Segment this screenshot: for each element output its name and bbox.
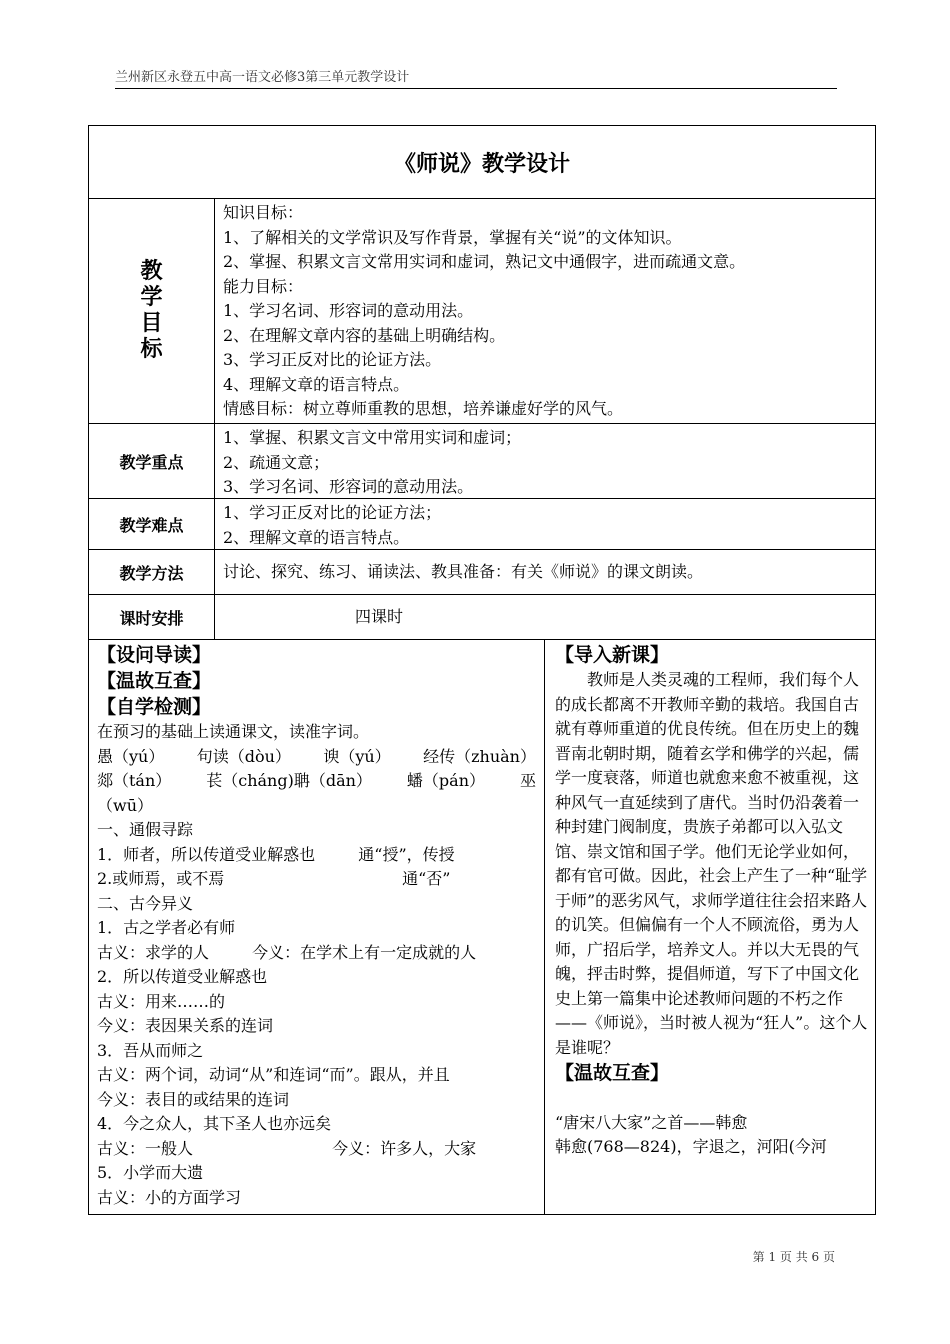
focus-line: 2、疏通文意； bbox=[223, 452, 330, 472]
pronunciation-item: 蟠（pán） bbox=[406, 771, 485, 790]
author-bio: 韩愈(768—824)，字退之，河阳(今河 bbox=[555, 1137, 827, 1156]
objective-line: 能力目标： bbox=[223, 276, 304, 296]
section-heading: 【导入新课】 bbox=[555, 644, 670, 666]
schedule-text: 四课时 bbox=[355, 606, 404, 626]
schedule-label: 课时安排 bbox=[89, 595, 215, 640]
intro-text: 在预习的基础上读通课文，读准字词。 bbox=[97, 722, 370, 741]
subsection-title: 一、通假寻踪 bbox=[97, 820, 194, 839]
objective-line: 知识目标： bbox=[223, 203, 304, 222]
objective-line: 1、了解相关的文学常识及写作背景，掌握有关“说”的文体知识。 bbox=[223, 227, 682, 247]
focus-content bbox=[215, 424, 876, 499]
page-header: 兰州新区永登五中高一语文必修3第三单元教学设计 bbox=[115, 66, 837, 89]
difficulty-label: 教学难点 bbox=[89, 499, 215, 550]
pronunciation-row bbox=[97, 769, 536, 794]
schedule-content bbox=[215, 595, 876, 640]
method-label: 教学方法 bbox=[89, 550, 215, 595]
pronunciation-item: 巫 bbox=[519, 771, 536, 790]
objectives-label: 教学目标 bbox=[140, 259, 163, 362]
objective-line: 4、理解文章的语言特点。 bbox=[223, 374, 410, 394]
item-row bbox=[97, 1137, 536, 1162]
item-text: 5．小学而大遗 bbox=[97, 1163, 204, 1182]
right-intro-column bbox=[545, 640, 876, 1215]
objective-line: 2、掌握、积累文言文常用实词和虚词，熟记文中通假字，进而疏通文意。 bbox=[223, 252, 746, 271]
lesson-title: 《师说》教学设计 bbox=[89, 126, 876, 199]
author-subtitle: “唐宋八大家”之首——韩愈 bbox=[555, 1112, 748, 1132]
focus-line: 3、学习名词、形容词的意动用法。 bbox=[223, 477, 474, 496]
lesson-plan-table bbox=[88, 125, 876, 1215]
objective-line: 情感目标：树立尊师重教的思想，培养谦虚好学的风气。 bbox=[223, 399, 624, 418]
intro-paragraph: 教师是人类灵魂的工程师，我们每个人的成长都离不开教师辛勤的栽培。我国自古就有尊师重道的优良传统。但在历史上的魏晋南北朝时期，随着玄学和佛学的兴起，儒学一度衰落，师道也就愈来愈不被重视，这种风气一直延续到了唐代。当时仍沿袭着一种封建门阀制度，贵族子弟都可以入弘文馆、崇文馆和国子学。他们无论学业如何，都有官可做。因此，社会上产生了一种“耻学于师”的恶劣风气，求师学道往往会招来路人的讥笑。但偏偏有一个人不顾流俗，勇为人师，广招后学，培养文人。并以大无畏的气魄，抨击时弊，提倡师道，写下了中国文化史上第一篇集中论述教师问题的不朽之作——《师说》，当时被人视为“狂人”。这个人是谁呢？ bbox=[555, 670, 868, 1057]
modern-meaning: 今义：表目的或结果的连词 bbox=[97, 1089, 290, 1109]
item-text: 1．古之学者必有师 bbox=[97, 918, 236, 937]
ancient-meaning: 古义：求学的人 bbox=[97, 942, 210, 962]
item-row bbox=[97, 867, 536, 892]
objective-line: 2、在理解文章内容的基础上明确结构。 bbox=[223, 325, 506, 345]
item-note: 通“否” bbox=[402, 869, 451, 888]
section-heading: 【温故互查】 bbox=[97, 670, 212, 692]
ancient-meaning: 古义：用来……的 bbox=[97, 991, 226, 1011]
section-heading: 【设问导读】 bbox=[97, 644, 212, 666]
item-text: 2．所以传道受业解惑也 bbox=[97, 967, 268, 986]
item-row bbox=[97, 941, 536, 966]
pronunciation-item: 愚（yú） bbox=[97, 746, 165, 766]
item-note: 通“授”，传授 bbox=[358, 844, 455, 864]
difficulty-line: 2、理解文章的语言特点。 bbox=[223, 527, 410, 547]
modern-meaning: 今义：许多人，大家 bbox=[332, 1138, 477, 1158]
item-text: 3．吾从而师之 bbox=[97, 1040, 204, 1060]
item-text: 2.或师焉，或不焉 bbox=[97, 869, 225, 888]
pronunciation-row bbox=[97, 745, 536, 770]
difficulty-line: 1、学习正反对比的论证方法； bbox=[223, 503, 442, 522]
section-heading: 【自学检测】 bbox=[97, 696, 212, 718]
method-content bbox=[215, 550, 876, 595]
objective-line: 3、学习正反对比的论证方法。 bbox=[223, 350, 442, 369]
pronunciation-item: 苌（cháng)聃（dān） bbox=[206, 771, 372, 790]
ancient-meaning: 古义：小的方面学习 bbox=[97, 1187, 242, 1207]
focus-line: 1、掌握、积累文言文中常用实词和虚词； bbox=[223, 428, 522, 447]
pronunciation-cont: （wū） bbox=[97, 795, 154, 815]
focus-label: 教学重点 bbox=[89, 424, 215, 499]
left-study-column bbox=[89, 640, 545, 1215]
page-footer: 第 1 页 共 6 页 bbox=[752, 1250, 835, 1264]
section-heading: 【温故互查】 bbox=[555, 1062, 670, 1084]
objectives-content bbox=[215, 199, 876, 424]
difficulty-content bbox=[215, 499, 876, 550]
pronunciation-item: 经传（zhuàn） bbox=[423, 746, 536, 766]
ancient-meaning: 古义：两个词，动词“从”和连词“而”。跟从，并且 bbox=[97, 1065, 450, 1084]
pronunciation-item: 谀（yú） bbox=[323, 746, 391, 766]
objective-line: 1、学习名词、形容词的意动用法。 bbox=[223, 301, 474, 320]
ancient-meaning: 古义：一般人 bbox=[97, 1138, 194, 1158]
modern-meaning: 今义：表因果关系的连词 bbox=[97, 1016, 274, 1035]
modern-meaning: 今义：在学术上有一定成就的人 bbox=[252, 942, 477, 962]
item-text: 1．师者，所以传道受业解惑也 bbox=[97, 844, 316, 864]
objectives-label-cell bbox=[89, 199, 215, 424]
pronunciation-item: 郯（tán） bbox=[97, 771, 172, 790]
item-text: 4．今之众人，其下圣人也亦远矣 bbox=[97, 1114, 332, 1133]
method-text: 讨论、探究、练习、诵读法、教具准备：有关《师说》的课文朗读。 bbox=[223, 561, 704, 581]
pronunciation-item: 句读（dòu） bbox=[196, 746, 291, 766]
item-row bbox=[97, 843, 536, 868]
subsection-title: 二、古今异义 bbox=[97, 893, 194, 913]
